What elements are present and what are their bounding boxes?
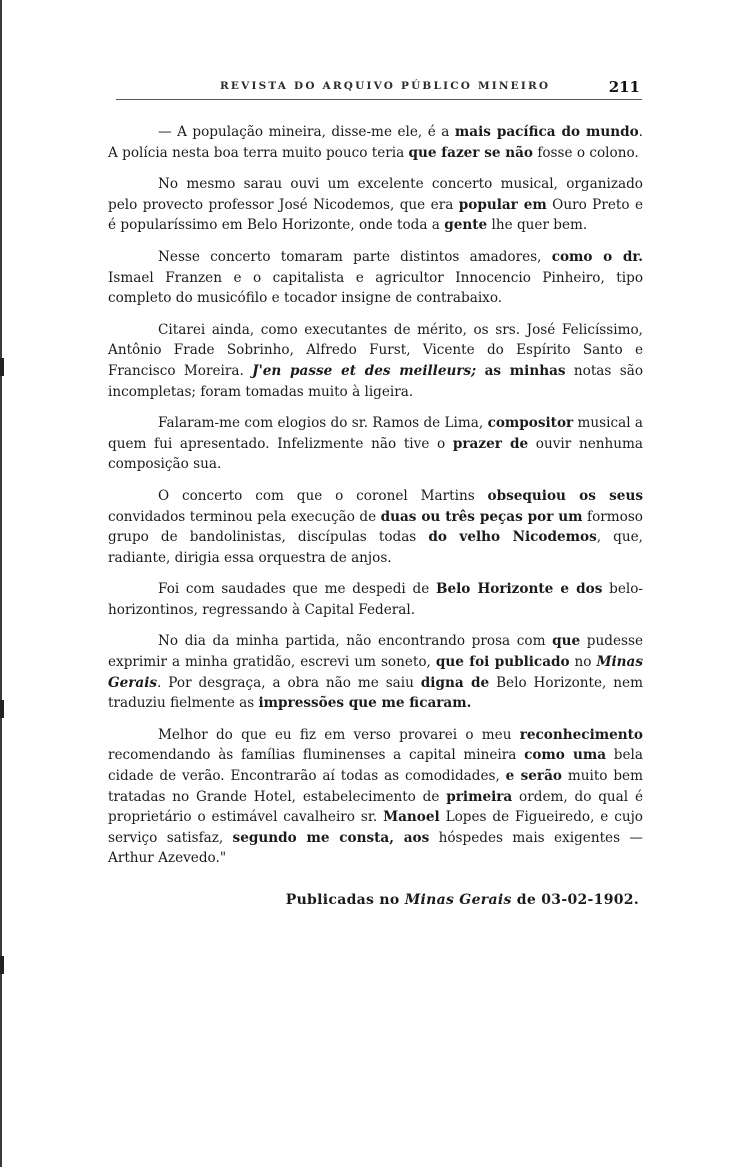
text-run: No mesmo sarau ouvi um excelente concerto musical, organizado pelo provecto professor José Nicodemos, que era	[108, 176, 643, 213]
text-run: notas são incompletas; foram tomadas muito à ligeira.	[108, 362, 644, 400]
text-run: do velho Nicodemos	[428, 529, 597, 546]
text-run: hóspedes mais exigentes — Arthur Azevedo."	[108, 829, 643, 867]
text-run: obsequiou os seus	[487, 487, 643, 504]
paragraph	[108, 413, 643, 475]
text-run: muito bem tratadas no Grande Hotel, estabelecimento de	[108, 768, 643, 805]
text-run: Lopes de Figueiredo, e cujo serviço satisfaz,	[108, 809, 643, 846]
text-run: . Por desgraça, a obra não me saiu	[157, 674, 421, 691]
publication-prefix: Publicadas no	[285, 892, 405, 908]
text-run: . A polícia nesta boa terra muito pouco teria	[108, 124, 643, 161]
publication-note	[286, 892, 639, 908]
text-run: Belo Horizonte, nem traduziu fielmente as	[108, 674, 643, 712]
text-run: Falaram-me com elogios do sr. Ramos de Lima,	[158, 415, 488, 432]
edge-mark	[0, 956, 4, 974]
paragraph	[108, 725, 643, 869]
text-run: digna de	[420, 674, 490, 691]
text-run: que	[552, 633, 581, 650]
paragraph	[108, 247, 643, 309]
text-run: Nesse concerto tomaram parte distintos amadores,	[158, 248, 552, 265]
text-run	[476, 363, 484, 379]
text-run: fosse o colono.	[533, 144, 639, 161]
text-run: popular em	[458, 196, 547, 213]
text-run: pudesse exprimir a minha gratidão, escrevi um soneto,	[108, 633, 643, 671]
edge-mark	[0, 700, 4, 718]
text-run: Ismael Franzen e o capitalista e agricultor Innocencio Pinheiro, tipo completo do musicófilo e tocador insigne de contrabaixo.	[108, 269, 643, 307]
text-run: formoso grupo de bandolinistas, discípulas todas	[108, 508, 643, 546]
text-run: impressões que me ficaram.	[258, 695, 472, 712]
page-edge	[0, 0, 2, 1167]
page-header	[116, 78, 642, 104]
text-run: como o dr.	[551, 248, 643, 265]
text-run: — A população mineira, disse-me ele, é a	[158, 124, 455, 140]
text-run: as minhas	[484, 362, 566, 379]
text-run: que fazer se não	[408, 144, 533, 161]
text-run: Citarei ainda, como executantes de mérito, os srs. José Felicíssimo, Antônio Frade Sobrinho, Alfredo Furst, Vicente do Espírito Santo e Francisco Moreira.	[108, 321, 643, 379]
text-run: No dia da minha partida, não encontrando prosa com	[158, 633, 553, 650]
text-run: convidados terminou pela execução de	[108, 508, 381, 525]
paragraph	[108, 122, 643, 163]
paragraph	[108, 631, 643, 713]
text-run: Melhor do que eu fiz em verso provarei o meu	[158, 726, 520, 743]
text-run: ouvir nenhuma composição sua.	[108, 435, 644, 473]
text-run: que foi publicado	[435, 654, 570, 671]
text-run: J'en passe et des meilleurs;	[252, 362, 477, 379]
text-run: musical a quem fui apresentado. Infelizmente não tive o	[108, 415, 643, 452]
text-run: Minas Gerais	[108, 654, 643, 691]
paragraph	[108, 486, 643, 568]
running-head: REVISTA DO ARQUIVO PÚBLICO MINEIRO	[220, 80, 551, 92]
text-run: no	[569, 654, 597, 671]
text-run: lhe quer bem.	[487, 217, 588, 234]
text-run: reconhecimento	[519, 726, 643, 743]
header-rule	[116, 99, 642, 100]
text-run: ordem, do qual é proprietário o estimável cavalheiro sr.	[108, 788, 643, 826]
paragraph	[108, 579, 643, 620]
text-run: como uma	[524, 747, 607, 764]
text-run: Manoel	[383, 809, 440, 826]
text-run: duas ou três peças por um	[380, 508, 583, 525]
page-number: 211	[608, 78, 640, 96]
text-run: prazer de	[452, 435, 529, 452]
text-run: , que, radiante, dirigia essa orquestra de anjos.	[108, 529, 643, 566]
text-run: gente	[444, 217, 488, 234]
text-run: Ouro Preto e é popularíssimo em Belo Horizonte, onde toda a	[108, 196, 644, 234]
article-body	[108, 122, 643, 880]
paragraph	[108, 320, 643, 402]
text-run: Foi com saudades que me despedi de	[158, 581, 436, 598]
text-run: segundo me consta, aos	[232, 829, 430, 846]
text-run: mais pacífica do mundo	[454, 124, 639, 140]
text-run: Belo Horizonte e dos	[435, 581, 603, 598]
publication-date: de 03-02-1902.	[511, 892, 639, 908]
paragraph	[108, 174, 643, 236]
text-run: recomendando às famílias fluminenses a capital mineira	[108, 747, 525, 764]
text-run: belo-horizontinos, regressando à Capital Federal.	[108, 581, 643, 618]
newspaper-title: Minas Gerais	[404, 892, 512, 908]
text-run: bela cidade de verão. Encontrarão aí todas as comodidades,	[108, 747, 643, 785]
text-run: compositor	[487, 415, 574, 432]
edge-mark	[0, 358, 4, 376]
text-run: e serão	[505, 768, 562, 785]
text-run: O concerto com que o coronel Martins	[158, 487, 488, 504]
text-run: primeira	[446, 788, 513, 805]
